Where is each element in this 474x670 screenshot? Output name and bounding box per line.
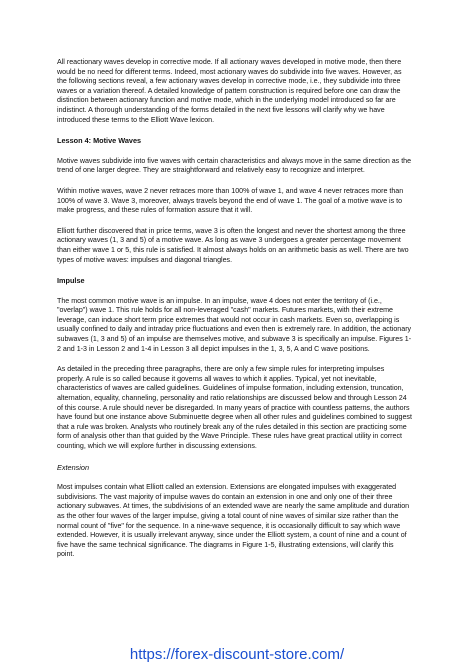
- paragraph-motive-waves-intro: Motive waves subdivide into five waves with certain characteristics and always move in the same direction as the trend of one larger degree. They are straightforward and relatively easy to recognize and interpret.: [57, 156, 412, 175]
- paragraph-impulse: The most common motive wave is an impulse. In an impulse, wave 4 does not enter the territory of (i.e., "overlap") wave 1. This rule holds for all non-leveraged "cash" markets. Futures markets, with their extreme leverage, can induce short term price extremes that would not occur in cash markets. Even so, overlapping is usually confined to daily and intraday price fluctuations and even then is extremely rare. In addition, the actionary subwaves (1, 3 and 5) of an impulse are themselves motive, and subwave 3 is specifically an impulse. Figures 1-2 and 1-3 in Lesson 2 and 1-4 in Lesson 3 all depict impulses in the 1, 3, 5, A and C wave positions.: [57, 296, 412, 353]
- paragraph-motive-rules: Within motive waves, wave 2 never retraces more than 100% of wave 1, and wave 4 never retraces more than 100% of wave 3. Wave 3, moreover, always travels beyond the end of wave 1. The goal of a motive wave is to make progress, and these rules of formation assure that it will.: [57, 186, 404, 215]
- paragraph-reactionary-waves: All reactionary waves develop in corrective mode. If all actionary waves developed in motive mode, then there would be no need for different terms. Indeed, most actionary waves do subdivide into five waves. However, as the following sections reveal, a few actionary waves develop in corrective mode, i.e., they subdivide into three waves or a variation thereof. A detailed knowledge of pattern construction is required before one can draw the distinction between actionary function and motive mode, which in the underlying model introduced so far are indistinct. A thorough understanding of the forms detailed in the next five lessons will clarify why we have introduced these terms to the Elliott Wave lexicon.: [57, 58, 402, 124]
- heading-extension: Extension: [57, 462, 90, 472]
- footer-link[interactable]: https://forex-discount-store.com/: [129, 646, 345, 663]
- footer: [0, 646, 474, 663]
- paragraph-wave3-longest: Elliott further discovered that in price terms, wave 3 is often the longest and never the shortest among the three actionary waves (1, 3 and 5) of a motive wave. As long as wave 3 undergoes a greater percentage movement than either wave 1 or 5, this rule is satisfied. It almost always holds on an arithmetic basis as well. There are two types of motive waves: impulses and diagonal triangles.: [57, 226, 409, 264]
- document-body: [57, 58, 412, 571]
- paragraph-rules-guidelines: As detailed in the preceding three paragraphs, there are only a few simple rules for interpreting impulses properly. A rule is so called because it governs all waves to which it applies. Typical, yet not inevitable, characteristics of waves are called guidelines. Guidelines of impulse formation, including extension, truncation, alternation, equality, channeling, personality and ratio relationships are discussed below and through Lesson 24 of this course. A rule should never be disregarded. In many years of practice with countless patterns, the authors have found but one instance above Subminuette degree when all other rules and guidelines combined to suggest that a rule was broken. Analysts who routinely break any of the rules detailed in this section are practicing some form of analysis other than that guided by the Wave Principle. These rules have great practical utility in correct counting, which we will explore further in discussing extensions.: [57, 365, 412, 450]
- paragraph-extension: Most impulses contain what Elliott called an extension. Extensions are elongated impulses with exaggerated subdivisions. The vast majority of impulse waves do contain an extension in one and only one of their three actionary subwaves. At times, the subdivisions of an extended wave are nearly the same amplitude and duration as the other four waves of the larger impulse, giving a total count of nine waves of similar size rather than the normal count of "five" for the sequence. In a nine-wave sequence, it is occasionally difficult to say which wave extended. However, it is usually irrelevant anyway, since under the Elliott system, a count of nine and a count of five have the same technical significance. The diagrams in Figure 1-5, illustrating extensions, will clarify this point.: [57, 483, 410, 559]
- heading-lesson-4: Lesson 4: Motive Waves: [57, 136, 142, 146]
- heading-impulse: Impulse: [57, 276, 85, 286]
